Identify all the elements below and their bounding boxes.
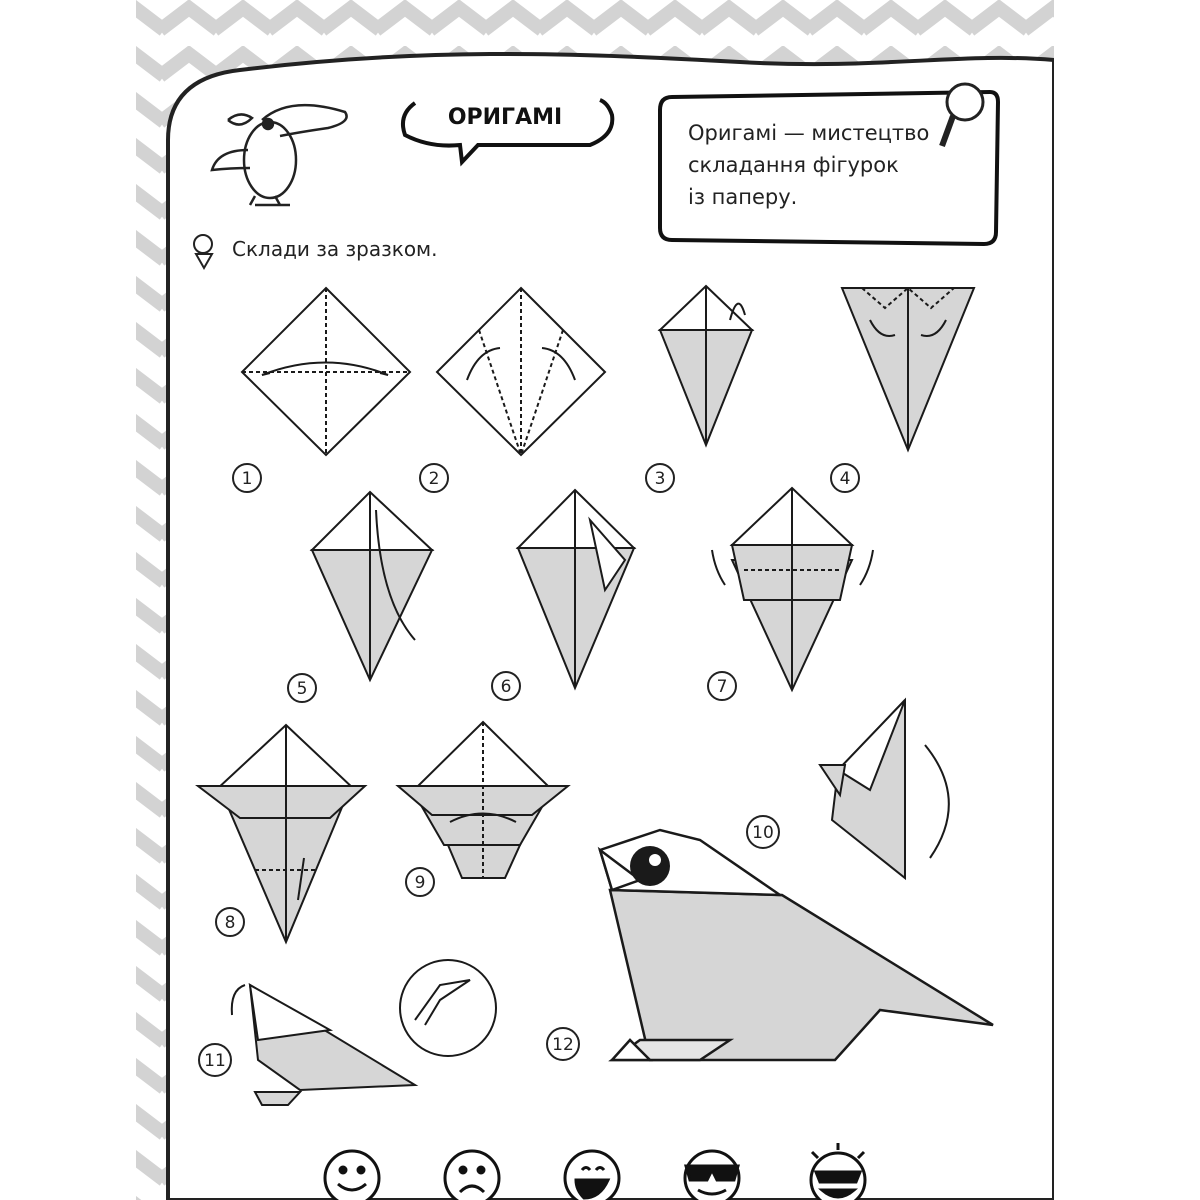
instruction-text: Склади за зразком. bbox=[232, 237, 438, 261]
step-number-1 bbox=[233, 464, 261, 492]
step-number-11 bbox=[199, 1044, 231, 1076]
svg-text:1: 1 bbox=[241, 469, 253, 489]
step-number-3 bbox=[646, 464, 674, 492]
svg-text:6: 6 bbox=[500, 677, 512, 697]
step-number-4 bbox=[831, 464, 859, 492]
svg-text:7: 7 bbox=[716, 677, 728, 697]
svg-text:2: 2 bbox=[428, 469, 440, 489]
step-number-12 bbox=[547, 1028, 579, 1060]
step-number-5 bbox=[288, 674, 316, 702]
info-line-2: складання фігурок bbox=[688, 153, 899, 177]
info-box bbox=[660, 84, 998, 244]
svg-text:9: 9 bbox=[414, 873, 426, 893]
sad-face-icon[interactable] bbox=[445, 1151, 499, 1200]
step-number-2 bbox=[420, 464, 448, 492]
step-number-9 bbox=[406, 868, 434, 896]
info-line-1: Оригамі — мистецтво bbox=[688, 121, 930, 145]
svg-text:8: 8 bbox=[224, 913, 236, 933]
step-number-6 bbox=[492, 672, 520, 700]
svg-text:12: 12 bbox=[552, 1035, 574, 1055]
svg-text:10: 10 bbox=[752, 823, 774, 843]
step-number-8 bbox=[216, 908, 244, 936]
svg-text:11: 11 bbox=[204, 1051, 226, 1071]
page-title: ОРИГАМІ bbox=[447, 105, 563, 130]
step-number-10 bbox=[747, 816, 779, 848]
smile-face-icon[interactable] bbox=[325, 1151, 379, 1200]
svg-text:4: 4 bbox=[839, 469, 851, 489]
step-number-7 bbox=[708, 672, 736, 700]
info-line-3: із паперу. bbox=[688, 185, 798, 209]
svg-text:3: 3 bbox=[654, 469, 666, 489]
laughing-face-icon[interactable] bbox=[565, 1151, 619, 1200]
svg-text:5: 5 bbox=[296, 679, 308, 699]
sunglasses-face-icon[interactable] bbox=[685, 1151, 739, 1200]
